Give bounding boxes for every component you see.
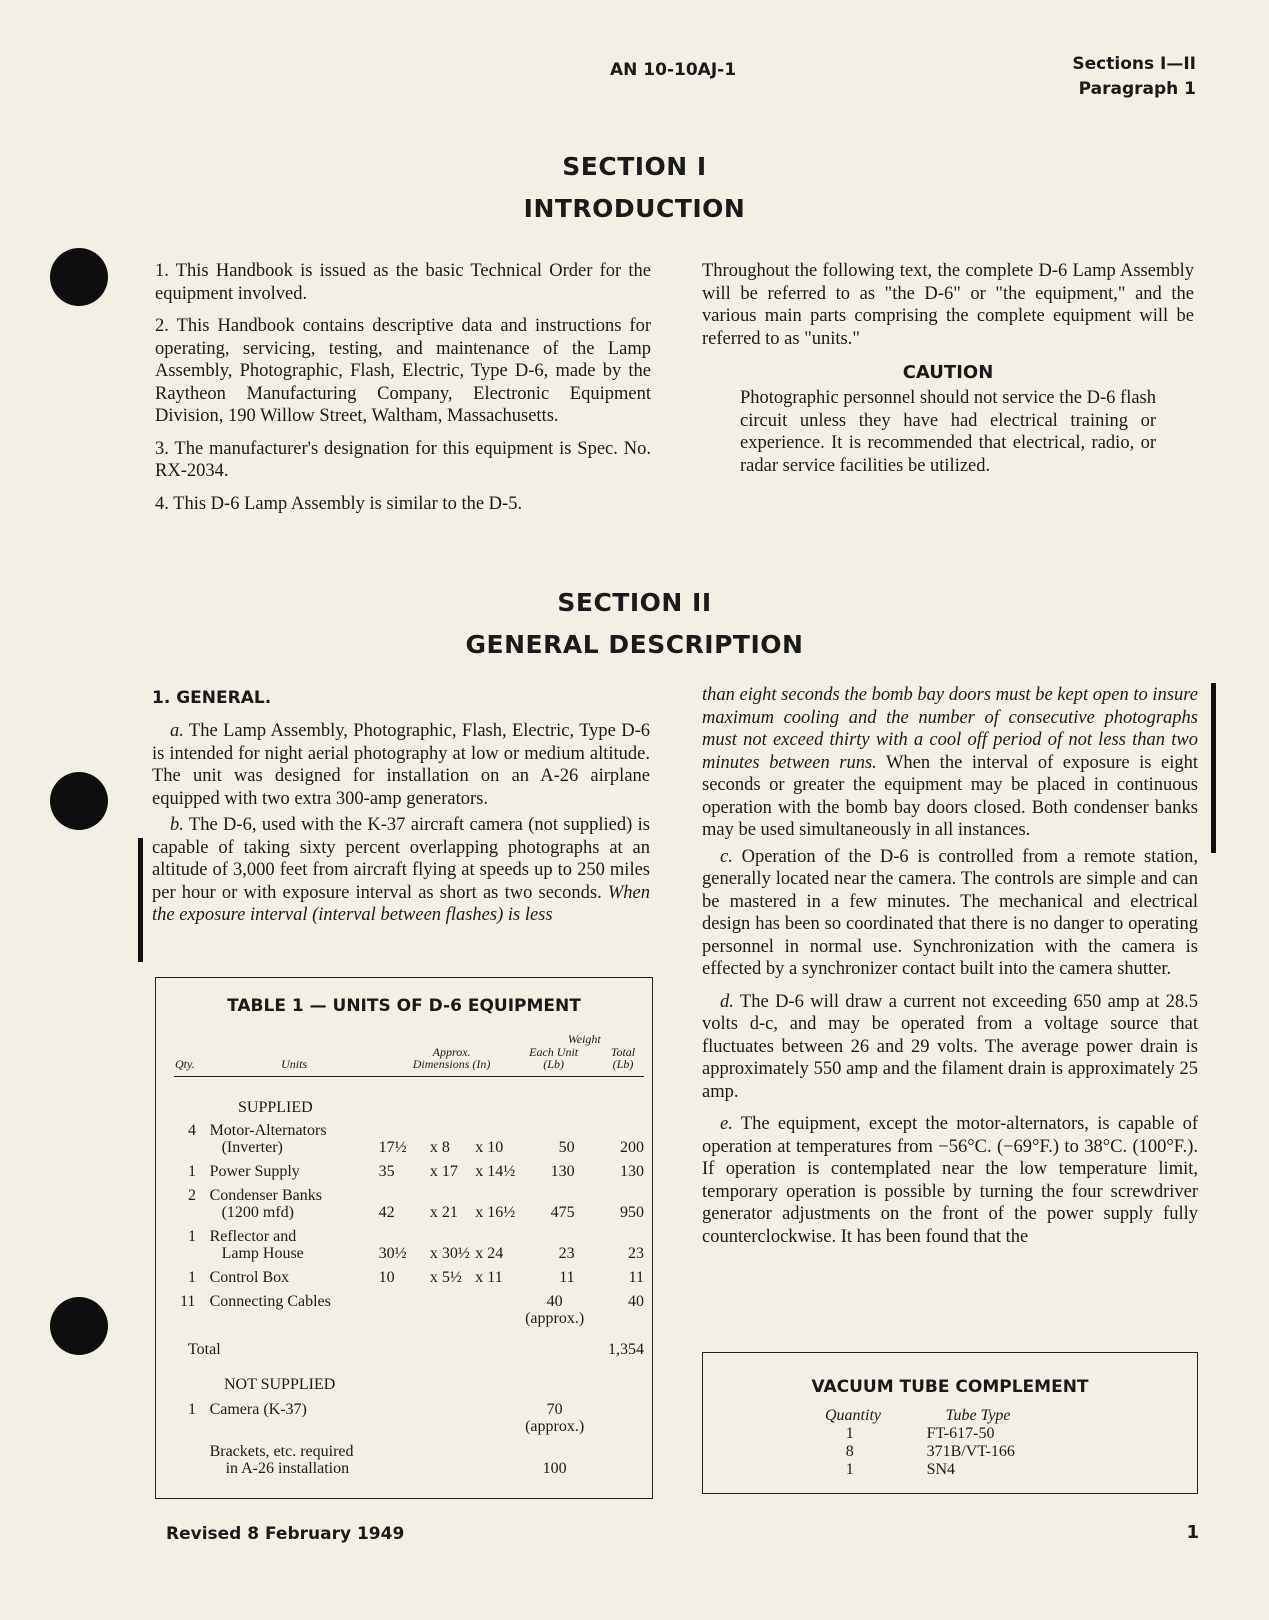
para-b — [152, 814, 650, 927]
row-dim2: x 8 — [429, 1139, 450, 1156]
table-row — [174, 1262, 644, 1286]
row-each: 130 — [550, 1163, 575, 1180]
punch-hole-bottom — [50, 1297, 108, 1355]
row-qty: 2 — [188, 1187, 196, 1204]
section2-left-column — [152, 688, 650, 927]
table-row — [174, 1122, 644, 1156]
vacuum-title: VACUUM TUBE COMPLEMENT — [811, 1377, 1089, 1397]
row-unit: Connecting Cables — [209, 1293, 331, 1310]
intro-para-2: 2. This Handbook contains descriptive data and instructions for operating, servicing, testing, and maintenance of the Lamp Assembly, Photographic, Flash, Electric, Type D-6, made by the Raytheon Manufacturing Company, Electronic Equipment Division, 190 Willow Street, Waltham, Massachusetts. — [155, 316, 651, 426]
tube-quantity: 1 — [845, 1461, 854, 1478]
table1-header-row — [174, 1032, 644, 1077]
row-dim1: 17½ — [378, 1139, 407, 1156]
para-b-text: The D-6, used with the K-37 aircraft camera (not supplied) is capable of taking sixty percent overlapping photographs at an altitude of 3,000 feet from aircraft flying at speeds up to 250 miles per hour or with exposure interval as short as two seconds. — [152, 815, 650, 903]
vacuum-col-type: Tube Type — [945, 1407, 1011, 1424]
para-d — [702, 991, 1198, 1104]
punch-hole-top — [50, 248, 108, 306]
list-item — [813, 1461, 1083, 1479]
table-row — [174, 1221, 644, 1262]
table1-box — [155, 977, 653, 1499]
supplied-label: SUPPLIED — [238, 1099, 313, 1116]
punch-hole-middle — [50, 772, 108, 830]
row-qty: 4 — [188, 1122, 196, 1139]
row-qty: 1 — [188, 1269, 196, 1286]
para-b-cont-text: When the interval of exposure is eight seconds or greater the equipment may be placed in continuous operation with the bomb bay doors closed. Both condenser banks may be used simultaneously in all instances. — [702, 752, 1198, 840]
row-dim2: x 5½ — [429, 1269, 462, 1286]
section2-title: GENERAL DESCRIPTION — [465, 630, 804, 659]
row-dim3: x 16½ — [475, 1204, 516, 1221]
intro-para-1: 1. This Handbook is issued as the basic Technical Order for the equipment involved. — [155, 261, 651, 304]
revision-bar-right — [1211, 683, 1216, 853]
para-d-text: The D-6 will draw a current not exceeding 650 amp at 28.5 volts d-c, and may be operated from a voltage source that fluctuates between 26 and 29 volts. The average power drain is approximately 550 amp and the filament drain is approximately 25 amp. — [702, 991, 1198, 1102]
para-c-letter: c. — [720, 846, 733, 867]
vacuum-col-quantity: Quantity — [825, 1407, 881, 1424]
row-dim1: 10 — [378, 1269, 395, 1286]
table-row — [174, 1397, 644, 1435]
tube-quantity: 1 — [845, 1425, 854, 1442]
page-number: 1 — [1186, 1522, 1199, 1543]
row-total: 40 — [628, 1293, 644, 1310]
table-total-row — [174, 1327, 644, 1358]
col-total: Total (Lb) — [610, 1045, 636, 1071]
vacuum-table — [813, 1407, 1083, 1479]
row-unit: Motor-Alternators (Inverter) — [209, 1122, 327, 1156]
vacuum-header-row — [813, 1407, 1083, 1425]
col-weight-label: Weight — [567, 1032, 601, 1046]
section1-left-column — [155, 260, 651, 515]
row-total: 950 — [620, 1204, 644, 1221]
row-dim2: x 21 — [429, 1204, 458, 1221]
col-each: Each Unit (Lb) — [529, 1045, 579, 1071]
para-b-italic: When the exposure interval (interval between flashes) is less — [152, 882, 650, 925]
section2-right-column — [702, 684, 1198, 1248]
col-dims-label: Approx. Dimensions (In) — [412, 1045, 491, 1071]
col-qty: Qty. — [174, 1032, 210, 1077]
header-section-ref — [1072, 52, 1196, 102]
row-each: 11 — [559, 1269, 575, 1286]
para-a-text: The Lamp Assembly, Photographic, Flash, Electric, Type D-6 is intended for night aerial photography at low or medium altitude. The unit was designed for installation on an A-26 airplane equipped with two extra 300-amp generators. — [152, 721, 650, 809]
row-total: 23 — [628, 1245, 644, 1262]
not-supplied-label: NOT SUPPLIED — [224, 1376, 336, 1393]
para-b-letter: b. — [170, 815, 184, 835]
table-row — [174, 1435, 644, 1477]
row-each: 70 (approx.) — [525, 1401, 585, 1435]
row-dim1: 42 — [378, 1204, 395, 1221]
section1-title: INTRODUCTION — [523, 194, 746, 223]
tube-type: SN4 — [926, 1461, 956, 1478]
section2-number: SECTION II — [557, 588, 712, 617]
row-total: 130 — [620, 1163, 644, 1180]
section1-right-column — [702, 260, 1194, 477]
col-units: Units — [210, 1032, 379, 1077]
row-dim3: x 14½ — [475, 1163, 516, 1180]
row-each: 40 (approx.) — [525, 1293, 585, 1327]
section1-number: SECTION I — [562, 152, 707, 181]
row-dim1: 35 — [378, 1163, 395, 1180]
header-paragraph: Paragraph 1 — [1078, 79, 1196, 99]
para-a — [152, 720, 650, 810]
tube-quantity: 8 — [845, 1443, 854, 1460]
row-qty: 1 — [188, 1163, 196, 1180]
total-label: Total — [188, 1341, 221, 1358]
row-qty: 11 — [180, 1293, 196, 1310]
row-each: 100 — [542, 1460, 567, 1477]
row-unit: Condenser Banks (1200 mfd) — [209, 1187, 322, 1221]
revision-bar-left — [138, 838, 143, 962]
para-d-letter: d. — [720, 991, 734, 1012]
row-unit: Power Supply — [209, 1163, 300, 1180]
para-a-letter: a. — [170, 721, 184, 741]
list-item — [813, 1425, 1083, 1443]
tube-type: FT-617-50 — [926, 1425, 995, 1442]
row-unit: Control Box — [209, 1269, 290, 1286]
para-b-cont-italic: than eight seconds the bomb bay doors must be kept open to insure maximum cooling and the number of consecutive photographs must not exceed thirty with a cool off period of not less than two minutes between runs. — [702, 685, 1198, 773]
row-each: 50 — [558, 1139, 575, 1156]
row-dim3: x 24 — [475, 1245, 504, 1262]
row-each: 475 — [550, 1204, 575, 1221]
row-total: 200 — [620, 1139, 644, 1156]
table-row — [174, 1180, 644, 1221]
tube-type: 371B/VT-166 — [926, 1443, 1015, 1460]
col-dims — [379, 1032, 525, 1077]
caution-title: CAUTION — [902, 362, 994, 383]
para-b-continued — [702, 684, 1198, 842]
row-dim1: 30½ — [378, 1245, 407, 1262]
header-sections: Sections I—II — [1072, 54, 1196, 74]
para-c-text: Operation of the D-6 is controlled from a remote station, generally located near the camera. The controls are simple and can be mastered in a few minutes. The mechanical and electrical design has been so coordinated that there is no danger to operating personnel in normal use. Synchronization with the camera is effected by a synchronizer contact built into the camera shutter. — [702, 846, 1198, 979]
table1-title: TABLE 1 — UNITS OF D-6 EQUIPMENT — [227, 996, 581, 1016]
general-subhead: 1. GENERAL. — [152, 688, 272, 708]
row-dim2: x 17 — [429, 1163, 458, 1180]
row-total: 11 — [628, 1269, 644, 1286]
para-c — [702, 846, 1198, 981]
total-value: 1,354 — [608, 1341, 644, 1358]
col-weight — [525, 1032, 644, 1077]
row-dim3: x 11 — [475, 1269, 503, 1286]
row-unit: Brackets, etc. required in A-26 installation — [209, 1443, 354, 1477]
table-row — [174, 1286, 644, 1327]
vacuum-tube-box — [702, 1352, 1198, 1494]
document-number: AN 10-10AJ-1 — [610, 60, 737, 80]
row-unit: Camera (K-37) — [209, 1401, 307, 1418]
row-unit: Reflector and Lamp House — [209, 1228, 304, 1262]
caution-text: Photographic personnel should not service the D-6 flash circuit unless they have had electrical training or experience. It is recommended that electrical, radio, or radar service facilities be utilized. — [740, 388, 1156, 476]
table1 — [174, 1032, 644, 1477]
row-qty: 1 — [188, 1228, 196, 1245]
para-e-text: The equipment, except the motor-alternators, is capable of operation at temperatures from −56°C. (−69°F.) to 38°C. (100°F.). If operation is contemplated near the low temperature limit, temporary operation is possible by turning the four screwdriver generator adjustments on the front of the power supply fully counterclockwise. It has been found that the — [702, 1114, 1198, 1247]
list-item — [813, 1443, 1083, 1461]
table-row — [174, 1156, 644, 1180]
row-dim2: x 30½ — [429, 1245, 470, 1262]
row-dim3: x 10 — [475, 1139, 504, 1156]
para-e — [702, 1113, 1198, 1248]
row-qty: 1 — [188, 1401, 196, 1418]
row-each: 23 — [558, 1245, 575, 1262]
revision-date: Revised 8 February 1949 — [166, 1524, 405, 1544]
intro-para-3: 3. The manufacturer's designation for this equipment is Spec. No. RX-2034. — [155, 438, 651, 481]
para-e-letter: e. — [720, 1114, 733, 1134]
terminology-para: Throughout the following text, the complete D-6 Lamp Assembly will be referred to as "the D-6" or "the equipment," and the various main parts comprising the complete equipment will be referred to as "units." — [702, 261, 1194, 349]
intro-para-4: 4. This D-6 Lamp Assembly is similar to the D-5. — [155, 493, 523, 514]
